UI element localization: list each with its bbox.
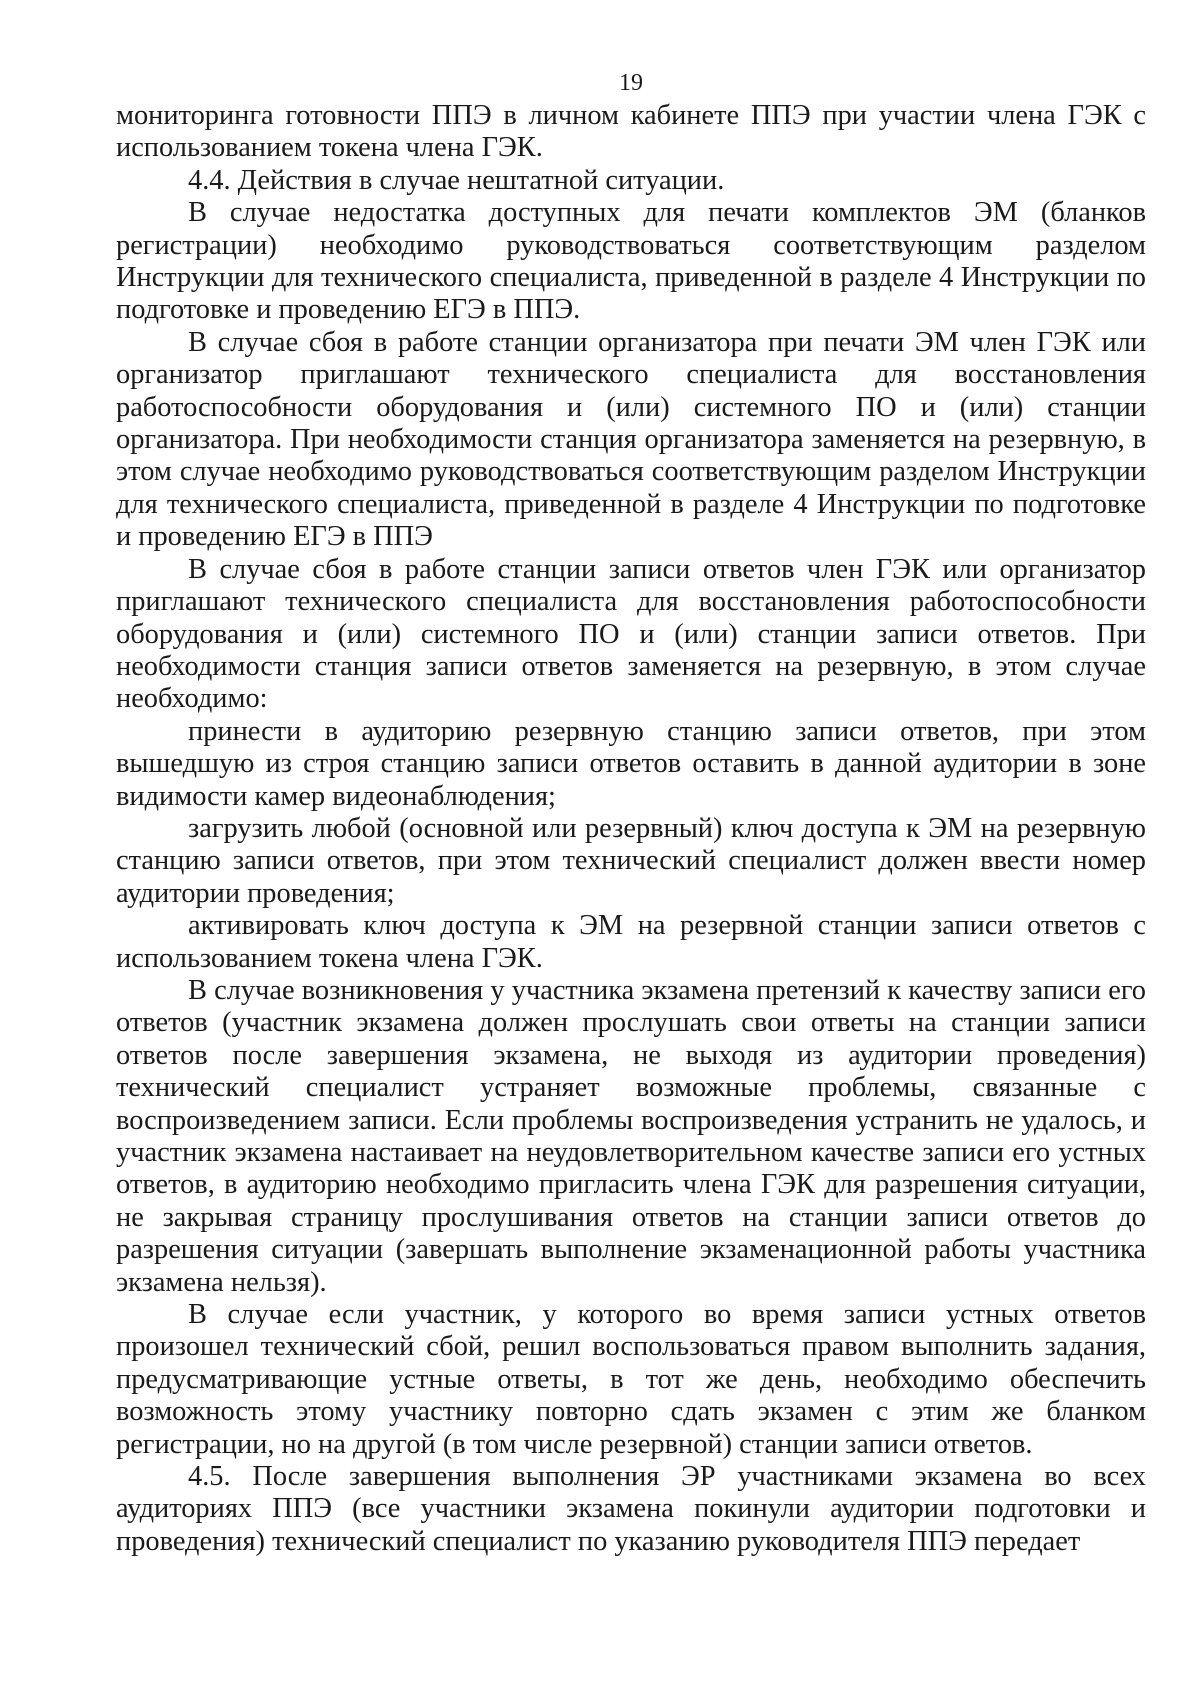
paragraph: загрузить любой (основной или резервный) ключ доступа к ЭМ на резервную станцию записи ответов, при этом технический специалист должен ввести номер аудитории проведения; <box>116 812 1146 909</box>
paragraph: В случае сбоя в работе станции организатора при печати ЭМ член ГЭК или организатор приглашают технического специалиста для восстановления работоспособности оборудования и (или) системного ПО и (или) станции организатора. При необходимости станция организатора заменяется на резервную, в этом случае необходимо руководствоваться соответствующим разделом Инструкции для технического специалиста, приведенной в разделе 4 Инструкции по подготовке и проведению ЕГЭ в ППЭ <box>116 326 1146 553</box>
paragraph: В случае недостатка доступных для печати комплектов ЭМ (бланков регистрации) необходимо руководствоваться соответствующим разделом Инструкции для технического специалиста, приведенной в разделе 4 Инструкции по подготовке и проведению ЕГЭ в ППЭ. <box>116 197 1146 326</box>
paragraph: 4.5. После завершения выполнения ЭР участниками экзамена во всех аудиториях ППЭ (все участники экзамена покинули аудитории подготовки и проведения) технический специалист по указанию руководителя ППЭ передает <box>116 1461 1146 1557</box>
paragraph: В случае если участник, у которого во время записи устных ответов произошел технический сбой, решил воспользоваться правом выполнить задания, предусматривающие устные ответы, в тот же день, необходимо обеспечить возможность этому участнику повторно сдать экзамен с этим же бланком регистрации, но на другой (в том числе резервной) станции записи ответов. <box>116 1299 1146 1460</box>
document-body <box>116 100 1146 1558</box>
page-number: 19 <box>619 70 643 96</box>
paragraph: принести в аудиторию резервную станцию записи ответов, при этом вышедшую из строя станцию записи ответов оставить в данной аудитории в зоне видимости камер видеонаблюдения; <box>116 715 1146 812</box>
document-page <box>116 68 1146 1558</box>
paragraph: активировать ключ доступа к ЭМ на резервной станции записи ответов с использованием токена члена ГЭК. <box>116 910 1146 974</box>
paragraph: 4.4. Действия в случае нештатной ситуации. <box>188 164 725 196</box>
paragraph: В случае сбоя в работе станции записи ответов член ГЭК или организатор приглашают технического специалиста для восстановления работоспособности оборудования и (или) системного ПО и (или) станции записи ответов. При необходимости станция записи ответов заменяется на резервную, в этом случае необходимо: <box>116 553 1146 715</box>
paragraph: В случае возникновения у участника экзамена претензий к качеству записи его ответов (участник экзамена должен прослушать свои ответы на станции записи ответов после завершения экзамена, не выходя из аудитории проведения) технический специалист устраняет возможные проблемы, связанные с воспроизведением записи. Если проблемы воспроизведения устранить не удалось, и участник экзамена настаивает на неудовлетворительном качестве записи его устных ответов, в аудиторию необходимо пригласить члена ГЭК для разрешения ситуации, не закрывая страницу прослушивания ответов на станции записи ответов до разрешения ситуации (завершать выполнение экзаменационной работы участника экзамена нельзя). <box>116 974 1146 1298</box>
paragraph: мониторинга готовности ППЭ в личном кабинете ППЭ при участии члена ГЭК с использованием токена члена ГЭК. <box>116 100 1146 164</box>
